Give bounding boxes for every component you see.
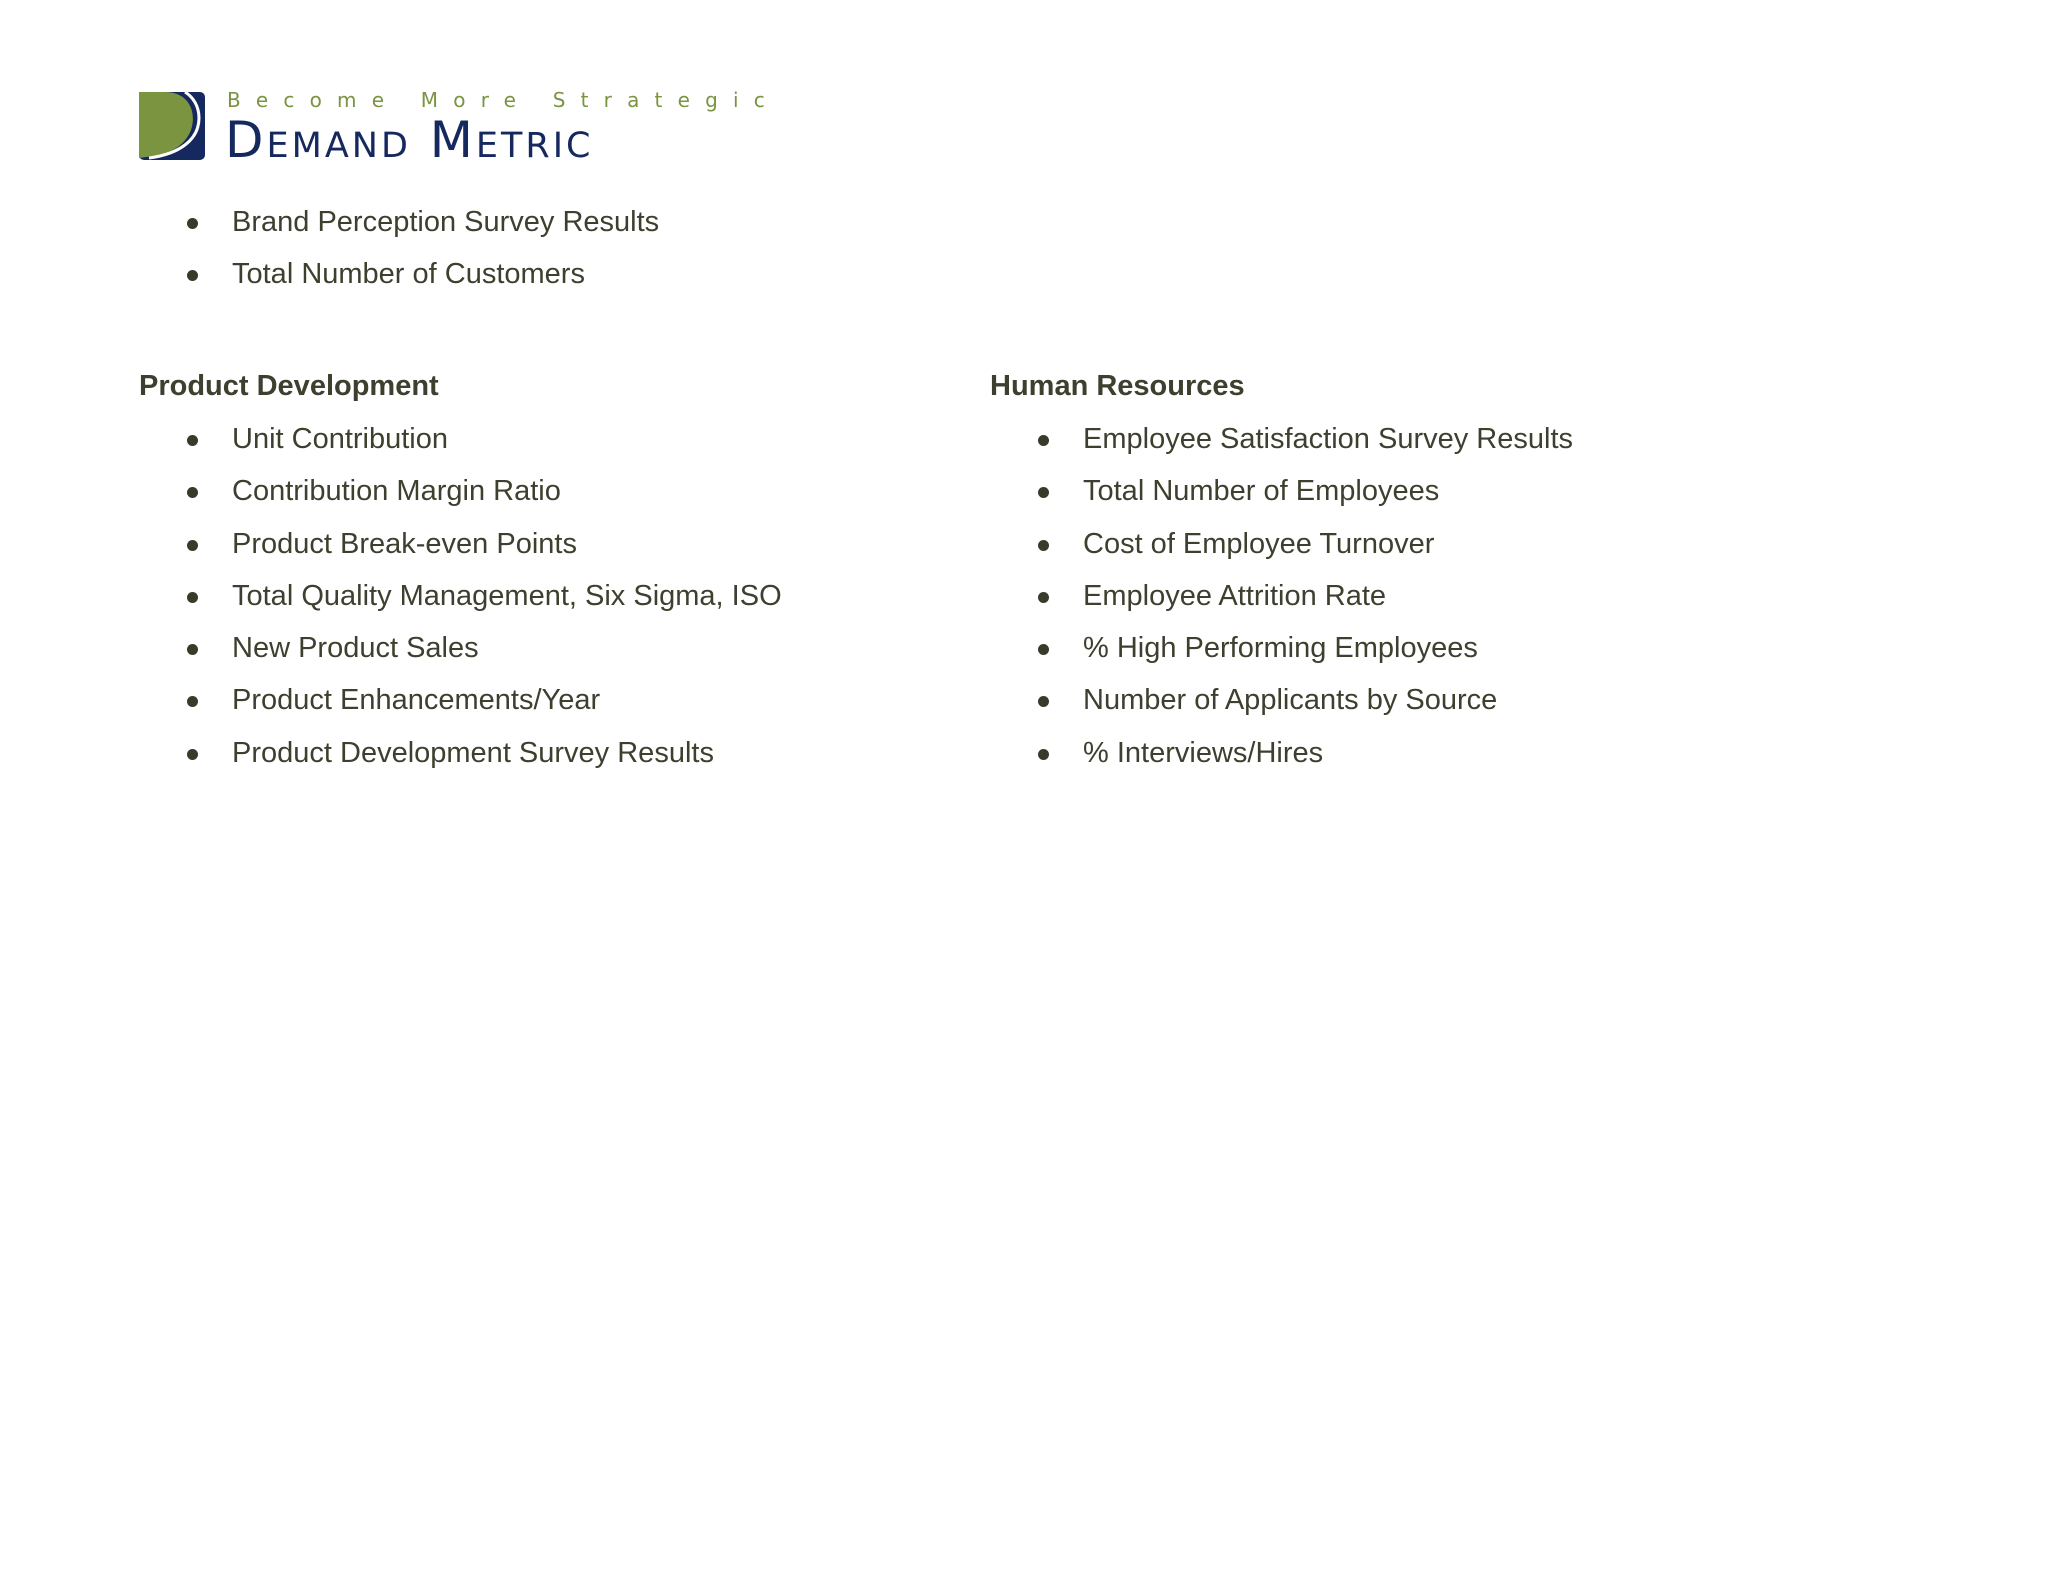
list-item [990,731,1573,783]
list-item-text: Contribution Margin Ratio [232,475,561,508]
demand-metric-logo [139,88,780,169]
list-item [990,469,1573,521]
list-item-text: Product Development Survey Results [232,736,714,769]
bullet-icon [1038,696,1049,707]
top-bullet-list [139,200,659,305]
list-item-text: % High Performing Employees [1083,632,1478,665]
list-item [139,574,782,626]
product-development-heading: Product Development [139,370,439,402]
human-resources-list [990,417,1573,783]
bullet-icon [1038,540,1049,551]
bullet-icon [187,270,198,281]
bullet-icon [1038,487,1049,498]
bullet-icon [187,435,198,446]
product-development-list [139,417,782,783]
list-item [990,626,1573,678]
list-item [139,626,782,678]
bullet-icon [187,696,198,707]
list-item [990,417,1573,469]
list-item-text: Brand Perception Survey Results [232,206,660,238]
list-item-text: Unit Contribution [232,423,448,455]
list-item [990,678,1573,730]
bullet-icon [187,749,198,760]
bullet-icon [1038,592,1049,603]
list-item-text: Total Number of Employees [1083,475,1440,508]
bullet-icon [187,540,198,551]
list-item [139,522,782,574]
list-item [139,678,782,730]
list-item-text: % Interviews/Hires [1083,736,1324,769]
bullet-icon [187,218,198,229]
bullet-icon [1038,749,1049,760]
list-item-text: Number of Applicants by Source [1083,684,1498,717]
list-item-text: Employee Satisfaction Survey Results [1083,423,1573,455]
logo-tagline: Become More Strategic [227,88,780,112]
bullet-icon [187,592,198,603]
list-item-text: New Product Sales [232,632,479,665]
bullet-icon [1038,644,1049,655]
list-item [990,574,1573,626]
list-item-text: Product Break-even Points [232,527,577,560]
bullet-icon [187,487,198,498]
list-item-text: Product Enhancements/Year [232,684,601,717]
list-item [139,731,782,783]
bullet-icon [187,644,198,655]
logo-name: Demand Metric [225,111,594,169]
list-item [139,469,782,521]
list-item-text: Total Quality Management, Six Sigma, ISO [232,579,782,612]
bullet-icon [1038,435,1049,446]
list-item [139,417,782,469]
list-item-text: Employee Attrition Rate [1083,579,1387,612]
human-resources-heading: Human Resources [990,370,1245,402]
list-item [139,252,659,304]
list-item-text: Total Number of Customers [232,258,585,291]
logo-mark-icon [139,92,205,160]
list-item [990,522,1573,574]
list-item [139,200,659,252]
list-item-text: Cost of Employee Turnover [1083,527,1435,560]
